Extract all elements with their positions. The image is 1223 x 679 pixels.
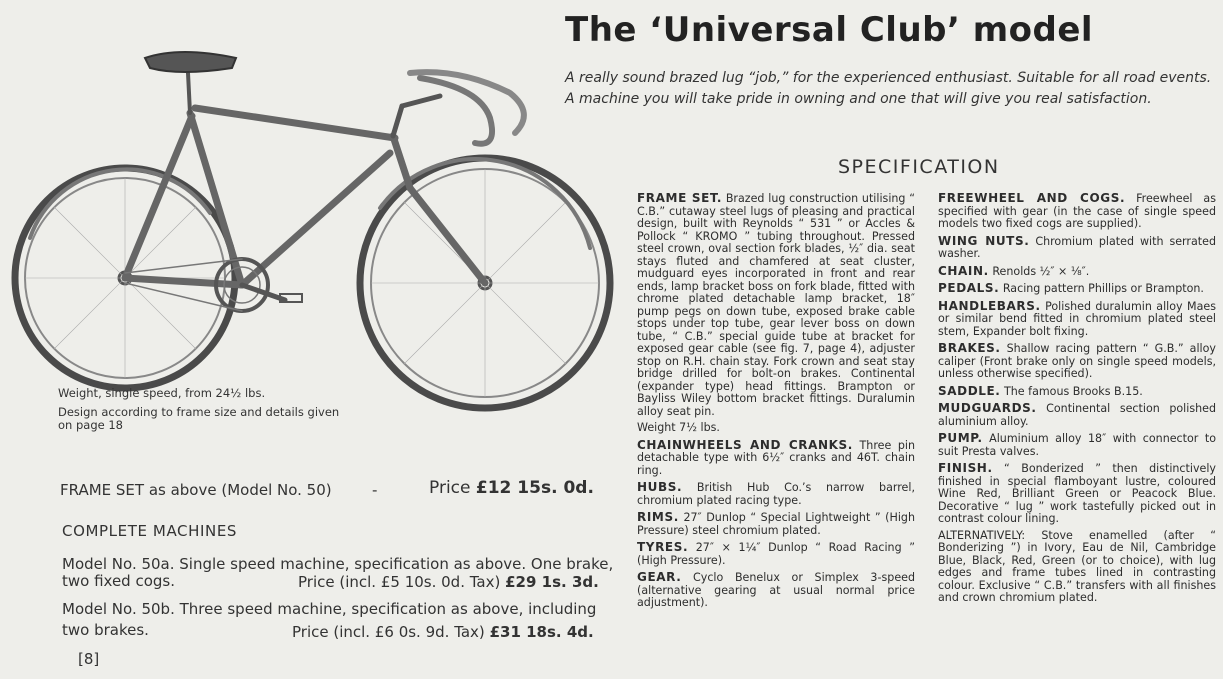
spec-item-label: GEAR.	[637, 570, 682, 584]
frame-set-price-label: Price	[429, 478, 471, 498]
spec-item	[938, 282, 1216, 296]
weight-caption: Weight, single speed, from 24½ lbs.	[58, 386, 266, 400]
spec-item-label: PEDALS.	[938, 281, 1000, 295]
spec-item-label: FREEWHEEL AND COGS.	[938, 191, 1126, 205]
model-50a-line-1: Model No. 50a. Single speed machine, specification as above. One brake,	[62, 555, 614, 573]
spec-item	[637, 511, 915, 537]
model-50a-line-2: two fixed cogs.	[62, 572, 176, 590]
model-50a-price	[298, 573, 599, 591]
spec-item-text: Shallow racing pattern “ G.B.” alloy caliper (Front brake only on single speed models, unless otherwise specified).	[938, 342, 1216, 380]
spec-item-label: HANDLEBARS.	[938, 298, 1041, 313]
design-caption-2: on page 18	[58, 418, 123, 432]
spec-item	[637, 422, 915, 435]
intro-line-1: A really sound brazed lug “job,” for the experienced enthusiast. Suitable for all road events.	[565, 70, 1212, 86]
spec-item	[938, 192, 1216, 231]
spec-item-text: Continental section polished aluminium alloy.	[938, 402, 1217, 428]
spec-item-label: PUMP.	[938, 431, 983, 445]
spec-item-label: MUDGUARDS.	[938, 401, 1037, 415]
spec-item-text: Racing pattern Phillips or Brampton.	[1002, 282, 1204, 295]
spec-item	[938, 432, 1216, 458]
spec-item-text: British Hub Co.’s narrow barrel, chromium plated racing type.	[637, 481, 915, 507]
spec-column-left	[637, 192, 915, 614]
spec-item	[938, 300, 1216, 339]
spec-item-label: FINISH.	[938, 461, 993, 475]
spec-column-right	[938, 192, 1216, 609]
spec-item-text: 27″ × 1¼″ Dunlop “ Road Racing ” (High Pressure).	[637, 541, 915, 567]
spec-item	[938, 530, 1216, 605]
intro-line-2: A machine you will take pride in owning and one that will give you real satisfaction.	[565, 91, 1152, 107]
spec-item-text: Weight 7½ lbs.	[637, 421, 720, 434]
spec-item	[637, 541, 915, 567]
spec-item-text: Brazed lug construction utilising “ C.B.” cutaway steel lugs of pleasing and practical design, built with Reynolds “ 531 ” or Accles & Pollock “ KROMO ” tubing throughout. Pressed steel crown, oval section fork blades, ½″ dia. seat stays fluted and chamfered at seat cluster, mudguard eyes incorporated in front and rear ends, lamp bracket boss on fork blade, fitted with chrome plated detachable lamp bracket, 18″ pump pegs on down tube, exposed brake cable stops under top tube, gear lever boss on down tube, “ C.B.” special guide tube at bracket for exposed gear cable (see fig. 7, page 4), adjuster stop on R.H. chain stay. Fork crown and seat stay bridge drilled for bolt-on brakes. Continental (expander type) head fittings. Brampton or Bayliss Wiley bottom bracket fittings. Duralumin alloy seat pin.	[637, 192, 915, 418]
spec-item-label: RIMS.	[637, 510, 679, 524]
spec-item-text: “ Bonderized ” then distinctively finished in special flamboyant lustre, coloured Wine Red, Brilliant Green or Peacock Blue. Decorative “ lug ” work tastefully picked out in contrast colour lining.	[938, 462, 1217, 525]
spec-item-label: WING NUTS.	[938, 233, 1030, 248]
spec-item-text: Freewheel as specified with gear (in the case of single speed models two fixed cogs are supplied).	[938, 192, 1217, 230]
model-50b-price-label: Price (incl. £6 0s. 9d. Tax)	[292, 623, 485, 641]
frame-set-dash: -	[372, 481, 378, 499]
spec-heading: SPECIFICATION	[838, 156, 1000, 178]
spec-item-label: BRAKES.	[938, 341, 1001, 355]
spec-item-text: Polished duralumin alloy Maes or similar bend fitted in chromium plated steel stem, Expander bolt fixing.	[938, 299, 1216, 338]
spec-item	[938, 235, 1216, 261]
spec-item-label: HUBS.	[637, 480, 683, 494]
page-number: [8]	[78, 650, 100, 668]
spec-item-text: ALTERNATIVELY: Stove enamelled (after “ Bonderizing ”) in Ivory, Eau de Nil, Cambridge Blue, Black, Red, Green (or to choice), with lug edges and frame tubes lined in contrasting colour. Exclusive “ C.B.” transfers with all finishes and crown chromium plated.	[938, 528, 1216, 604]
spec-item	[637, 439, 915, 478]
spec-item-text: 27″ Dunlop “ Special Lightweight ” (High Pressure) steel chromium plated.	[637, 511, 915, 537]
spec-item	[637, 571, 915, 610]
page-title: The ‘Universal Club’ model	[565, 10, 1094, 50]
spec-item-text: The famous Brooks B.15.	[1004, 384, 1143, 398]
spec-item	[938, 402, 1216, 428]
model-50b-line-1: Model No. 50b. Three speed machine, specification as above, including	[62, 600, 597, 618]
spec-item	[938, 265, 1216, 279]
frame-set-price-value: £12 15s. 0d.	[475, 478, 594, 498]
frame-set-label: FRAME SET as above (Model No. 50)	[60, 481, 332, 499]
spec-item-label: CHAINWHEELS AND CRANKS.	[637, 437, 853, 452]
spec-item-label: FRAME SET.	[637, 191, 723, 205]
spec-item	[637, 481, 915, 507]
spec-item	[938, 342, 1216, 381]
spec-item	[938, 462, 1216, 526]
model-50a-price-value: £29 1s. 3d.	[505, 573, 599, 591]
model-50b-price	[292, 623, 594, 641]
bicycle-illustration	[10, 38, 620, 438]
design-caption-1: Design according to frame size and details given	[58, 405, 340, 419]
model-50b-line-2: two brakes.	[62, 621, 149, 639]
model-50a-price-label: Price (incl. £5 10s. 0d. Tax)	[298, 573, 501, 591]
spec-item	[637, 192, 915, 418]
spec-item-text: Cyclo Benelux or Simplex 3-speed (alternative gearing at usual normal price adjustment).	[637, 571, 916, 609]
complete-machines-heading: COMPLETE MACHINES	[62, 522, 238, 540]
spec-item-label: CHAIN.	[938, 263, 989, 278]
spec-item-label: TYRES.	[637, 540, 689, 554]
spec-item-text: Renolds ½″ × ⅛″.	[992, 264, 1090, 278]
spec-item-text: Three pin detachable type with 6½″ cranks and 46T. chain ring.	[637, 438, 915, 477]
model-50b-price-value: £31 18s. 4d.	[489, 623, 594, 641]
spec-item-text: Aluminium alloy 18″ with connector to suit Presta valves.	[938, 432, 1216, 458]
frame-set-price	[429, 478, 594, 498]
spec-item-text: Chromium plated with serrated washer.	[938, 234, 1216, 260]
spec-item-label: SADDLE.	[938, 383, 1001, 398]
spec-item	[938, 385, 1216, 399]
